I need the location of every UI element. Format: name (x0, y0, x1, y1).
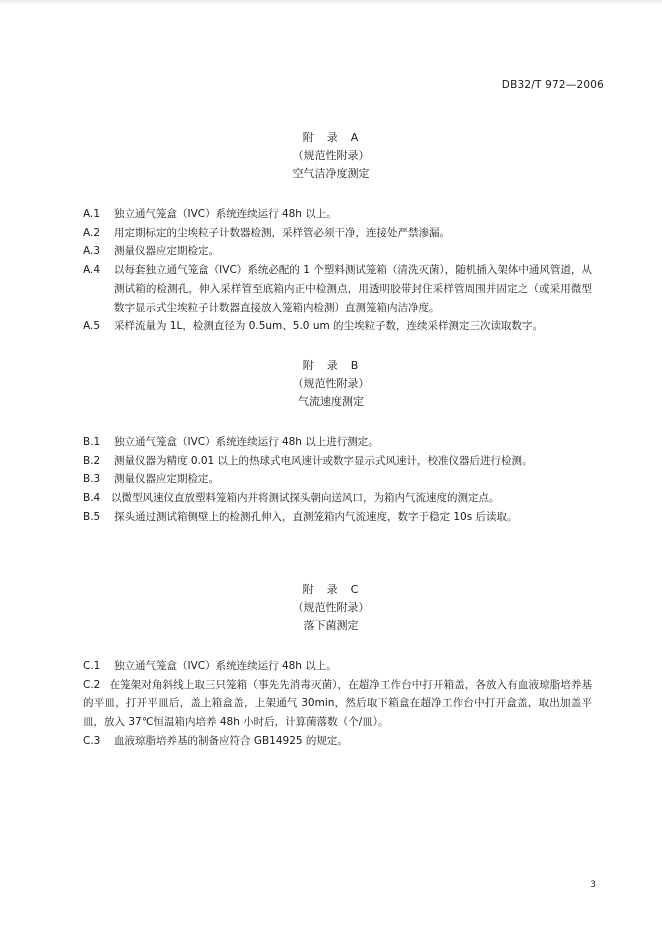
clause-number: A.5 (83, 320, 101, 333)
clause-item (83, 489, 592, 508)
page-number: 3 (590, 880, 596, 890)
clause-number: A.4 (83, 264, 101, 277)
clause-item (83, 508, 592, 527)
clause-number: B.2 (83, 454, 101, 467)
top-edge (0, 0, 662, 4)
clause-number: A.2 (83, 226, 101, 239)
appendix-b-items (0, 433, 662, 527)
clause-item (83, 317, 592, 336)
clause-number: C.1 (83, 660, 101, 672)
clause-item (83, 657, 592, 676)
appendix-b (0, 357, 662, 527)
standard-number: DB32/T 972—2006 (501, 79, 604, 91)
clause-text: 独立通气笼盒（IVC）系统连续运行 48h 以上。 (114, 660, 337, 672)
clause-item (83, 242, 592, 261)
clause-item (83, 452, 592, 471)
clause-number: A.3 (83, 245, 101, 258)
clause-number: B.4 (83, 492, 101, 505)
clause-text: 测量仪器应定期检定。 (114, 473, 219, 486)
clause-item (83, 470, 592, 489)
clause-item (83, 676, 592, 732)
appendix-label: 附 录 C (302, 583, 360, 596)
appendix-c-heading (0, 581, 662, 635)
clause-text: 探头通过测试箱侧壁上的检测孔伸入，直测笼箱内气流速度，数字于稳定 10s 后读取。 (114, 510, 518, 523)
clause-text: 以每套独立通气笼盒（IVC）系统必配的 1 个塑料测试笼箱（清洗灭菌），随机插入架体中通风管道，从测试箱的检测孔，伸入采样管至底箱内正中检测点，用透明胶带封住采样管周围并固定之（或采用微型数字显示式尘埃粒子计数器直接放入笼箱内检测）直测笼箱内洁净度。 (114, 264, 592, 314)
appendix-type: （规范性附录） (292, 601, 370, 614)
clause-text: 测量仪器为精度 0.01 以上的热球式电风速计或数字显示式风速计，校准仪器后进行检测。 (114, 454, 533, 467)
clause-text: 以微型风速仪直放塑料笼箱内并将测试探头朝向送风口，为箱内气流速度的测定点。 (111, 492, 500, 505)
clause-item (83, 261, 592, 317)
clause-item (83, 224, 592, 243)
appendix-c (0, 581, 662, 751)
appendix-c-items (0, 657, 662, 751)
clause-number: B.3 (83, 473, 101, 486)
clause-item (83, 433, 592, 452)
clause-item (83, 732, 592, 751)
clause-number: B.1 (83, 436, 101, 448)
clause-text: 独立通气笼盒（IVC）系统连续运行 48h 以上。 (114, 208, 337, 220)
appendix-title: 空气洁净度测定 (292, 167, 370, 180)
appendix-label: 附 录 A (302, 131, 360, 144)
clause-text: 在笼架对角斜线上取三只笼箱（事先先消毒灭菌），在超净工作台中打开箱盖，各放入有血液琼脂培养基的平皿，打开平皿后，盖上箱盒盖，上架通气 30min，然后取下箱盒在超净工作台中打开盒盖，取出加盖平皿，放入 37℃恒温箱内培养 48h 小时后，计算菌落数（个/皿）。 (83, 678, 592, 729)
clause-text: 用定期标定的尘埃粒子计数器检测，采样管必须干净，连接处严禁渗漏。 (114, 226, 450, 239)
appendix-type: （规范性附录） (292, 377, 370, 390)
clause-item (83, 205, 592, 224)
appendix-title: 落下菌测定 (303, 619, 359, 632)
clause-text: 独立通气笼盒（IVC）系统连续运行 48h 以上进行测定。 (114, 436, 379, 448)
clause-number: A.1 (83, 208, 101, 220)
clause-number: B.5 (83, 510, 101, 523)
clause-text: 血液琼脂培养基的制备应符合 GB14925 的规定。 (114, 734, 348, 747)
clause-number: C.3 (83, 734, 101, 747)
appendix-a-heading (0, 129, 662, 183)
appendix-type: （规范性附录） (292, 149, 370, 162)
clause-number: C.2 (83, 678, 101, 691)
appendix-title: 气流速度测定 (298, 395, 364, 408)
appendix-label: 附 录 B (302, 359, 360, 372)
appendix-a (0, 129, 662, 336)
clause-text: 测量仪器应定期检定。 (114, 245, 219, 258)
appendix-a-items (0, 205, 662, 336)
clause-text: 采样流量为 1L，检测直径为 0.5um、5.0 um 的尘埃粒子数，连续采样测定三次读取数字。 (114, 320, 544, 333)
appendix-b-heading (0, 357, 662, 411)
